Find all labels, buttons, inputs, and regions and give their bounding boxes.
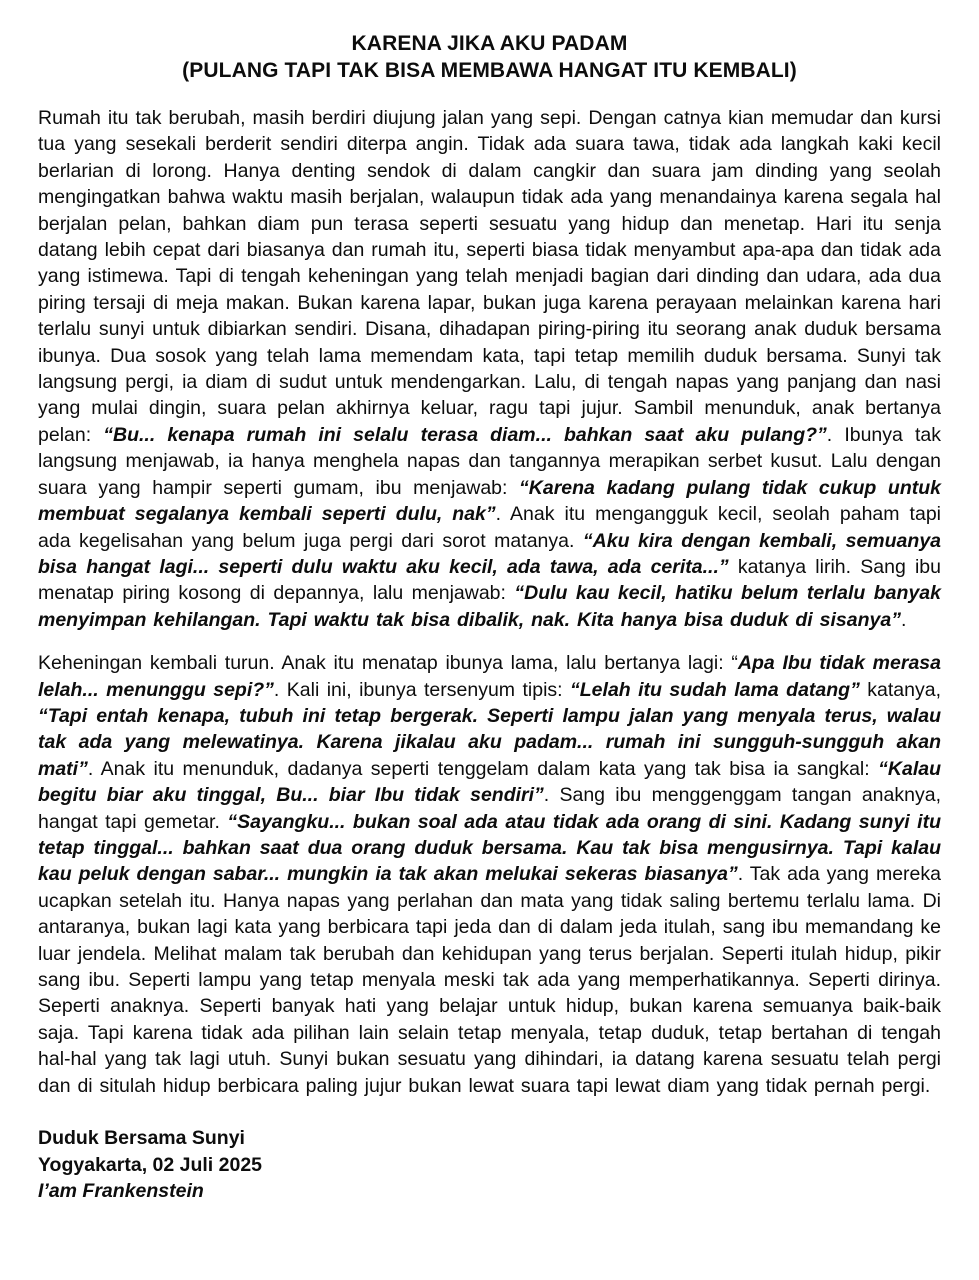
document-title: [38, 30, 941, 84]
signature-place-date: Yogyakarta, 02 Juli 2025: [38, 1153, 263, 1176]
signature-author: I’am Frankenstein: [38, 1180, 204, 1203]
paragraph-1: [38, 105, 941, 633]
dialogue-quote-segment: “Dulu kau kecil, hatiku belum terlalu banyak menyimpan kehilangan. Tapi waktu tak bisa dibalik, nak. Kita hanya bisa duduk di sisanya”: [38, 582, 941, 631]
title-line-2: (PULANG TAPI TAK BISA MEMBAWA HANGAT ITU KEMBALI): [182, 59, 797, 82]
narration-segment: . Anak itu mengangguk kecil, seolah paham tapi ada kegelisahan yang belum juga pergi dari sorot matanya.: [38, 503, 941, 552]
dialogue-quote-segment: “Tapi entah kenapa, tubuh ini tetap bergerak. Seperti lampu jalan yang menyala terus, walau tak ada yang melewatinya. Karena jikalau aku padam... rumah ini sungguh-sungguh akan mati”: [38, 704, 941, 780]
signature-block: [38, 1125, 941, 1205]
narration-segment: katanya,: [859, 678, 941, 701]
narration-segment: katanya lirih. Sang ibu menatap piring kosong di depannya, lalu menjawab:: [38, 555, 941, 605]
narration-segment: . Anak itu menunduk, dadanya seperti tenggelam dalam kata yang tak bisa ia sangkal:: [87, 757, 879, 780]
narration-segment: Rumah itu tak berubah, masih berdiri diujung jalan yang sepi. Dengan catnya kian memudar dan kursi tua yang sesekali berderit sendiri diterpa angin. Tidak ada suara tawa, tidak ada langkah kaki kecil berlarian di lorong. Hanya denting sendok di dalam cangkir dan suara jam dinding yang seolah mengingatkan bahwa waktu masih berjalan, walaupun tidak ada yang menandainya karena segala hal berjalan pelan, bahkan diam pun terasa seperti sesuatu yang hidup dan menetap. Hari itu senja datang lebih cepat dari biasanya dan rumah itu, seperti biasa tidak menyambut apa-apa dan tidak ada yang istimewa. Tapi di tengah keheningan yang telah menjadi bagian dari dinding dan udara, ada dua piring tersaji di meja makan. Bukan karena lapar, bukan juga karena perayaan melainkan karena hari terlalu sunyi untuk dibiarkan sendiri. Disana, dihadapan piring-piring itu seorang anak duduk bersama ibunya. Dua sosok yang telah lama memendam kata, tapi tetap memilih duduk bersama. Sunyi tak langsung pergi, ia diam di sudut untuk mendengarkan. Lalu, di tengah napas yang panjang dan nasi yang mulai dingin, suara pelan akhirnya keluar, ragu tapi jujur. Sambil menunduk, anak bertanya pelan:: [38, 107, 941, 446]
narration-segment: . Sang ibu menggenggam tangan anaknya, hangat tapi gemetar.: [38, 784, 941, 833]
dialogue-quote-segment: Apa Ibu tidak merasa lelah... menunggu sepi?”: [38, 652, 941, 701]
dialogue-quote-segment: “Karena kadang pulang tidak cukup untuk membuat segalanya kembali seperti dulu, nak”: [38, 476, 941, 526]
narration-segment: Keheningan kembali turun. Anak itu menatap ibunya lama, lalu bertanya lagi: “: [38, 652, 738, 675]
dialogue-quote-segment: “Kalau begitu biar aku tinggal, Bu... biar Ibu tidak sendiri”: [38, 757, 941, 807]
document-body: [38, 105, 941, 1099]
narration-segment: .: [900, 608, 907, 631]
paragraph-2: [38, 650, 941, 1099]
title-line-1: KARENA JIKA AKU PADAM: [351, 32, 628, 55]
dialogue-quote-segment: “Bu... kenapa rumah ini selalu terasa diam... bahkan saat aku pulang?”: [103, 423, 827, 446]
dialogue-quote-segment: “Lelah itu sudah lama datang”: [570, 678, 860, 701]
dialogue-quote-segment: “Sayangku... bukan soal ada atau tidak ada orang di sini. Kadang sunyi itu tetap tinggal... bahkan saat dua orang duduk bersama. Kau tak bisa mengusirnya. Tapi kalau kau peluk dengan sabar... mungkin ia tak akan melukai sekeras biasanya”: [38, 810, 941, 886]
narration-segment: . Kali ini, ibunya tersenyum tipis:: [273, 678, 571, 701]
narration-segment: . Tak ada yang mereka ucapkan setelah itu. Hanya napas yang perlahan dan mata yang tidak saling bertemu terlalu lama. Di antaranya, bukan lagi kata yang berbicara tapi jeda dan di dalam jeda itulah, sang ibu memandang ke luar jendela. Melihat malam tak berubah dan kehidupan yang terus berjalan. Seperti itulah hidup, pikir sang ibu. Seperti lampu yang tetap menyala meski tak ada yang memperhatikannya. Seperti dirinya. Seperti anaknya. Seperti banyak hati yang belajar untuk hidup, bukan karena semuanya baik-baik saja. Tapi karena tidak ada pilihan lain selain tetap menyala, tetap duduk, tetap bertahan di tengah hal-hal yang tak lagi utuh. Sunyi bukan sesuatu yang dihindari, ia datang karena sesuatu telah pergi dan di situlah hidup berbicara paling jujur bukan lewat suara tapi lewat diam yang tidak pernah pergi.: [38, 863, 941, 1097]
dialogue-quote-segment: “Aku kira dengan kembali, semuanya bisa hangat lagi... seperti dulu waktu aku kecil, ada tawa, ada cerita...”: [38, 529, 942, 578]
narration-segment: . Ibunya tak langsung menjawab, ia hanya menghela napas dan tangannya merapikan serbet kusut. Lalu dengan suara yang hampir seperti gumam, ibu menjawab:: [38, 423, 941, 499]
signature-work-title: Duduk Bersama Sunyi: [38, 1127, 245, 1150]
